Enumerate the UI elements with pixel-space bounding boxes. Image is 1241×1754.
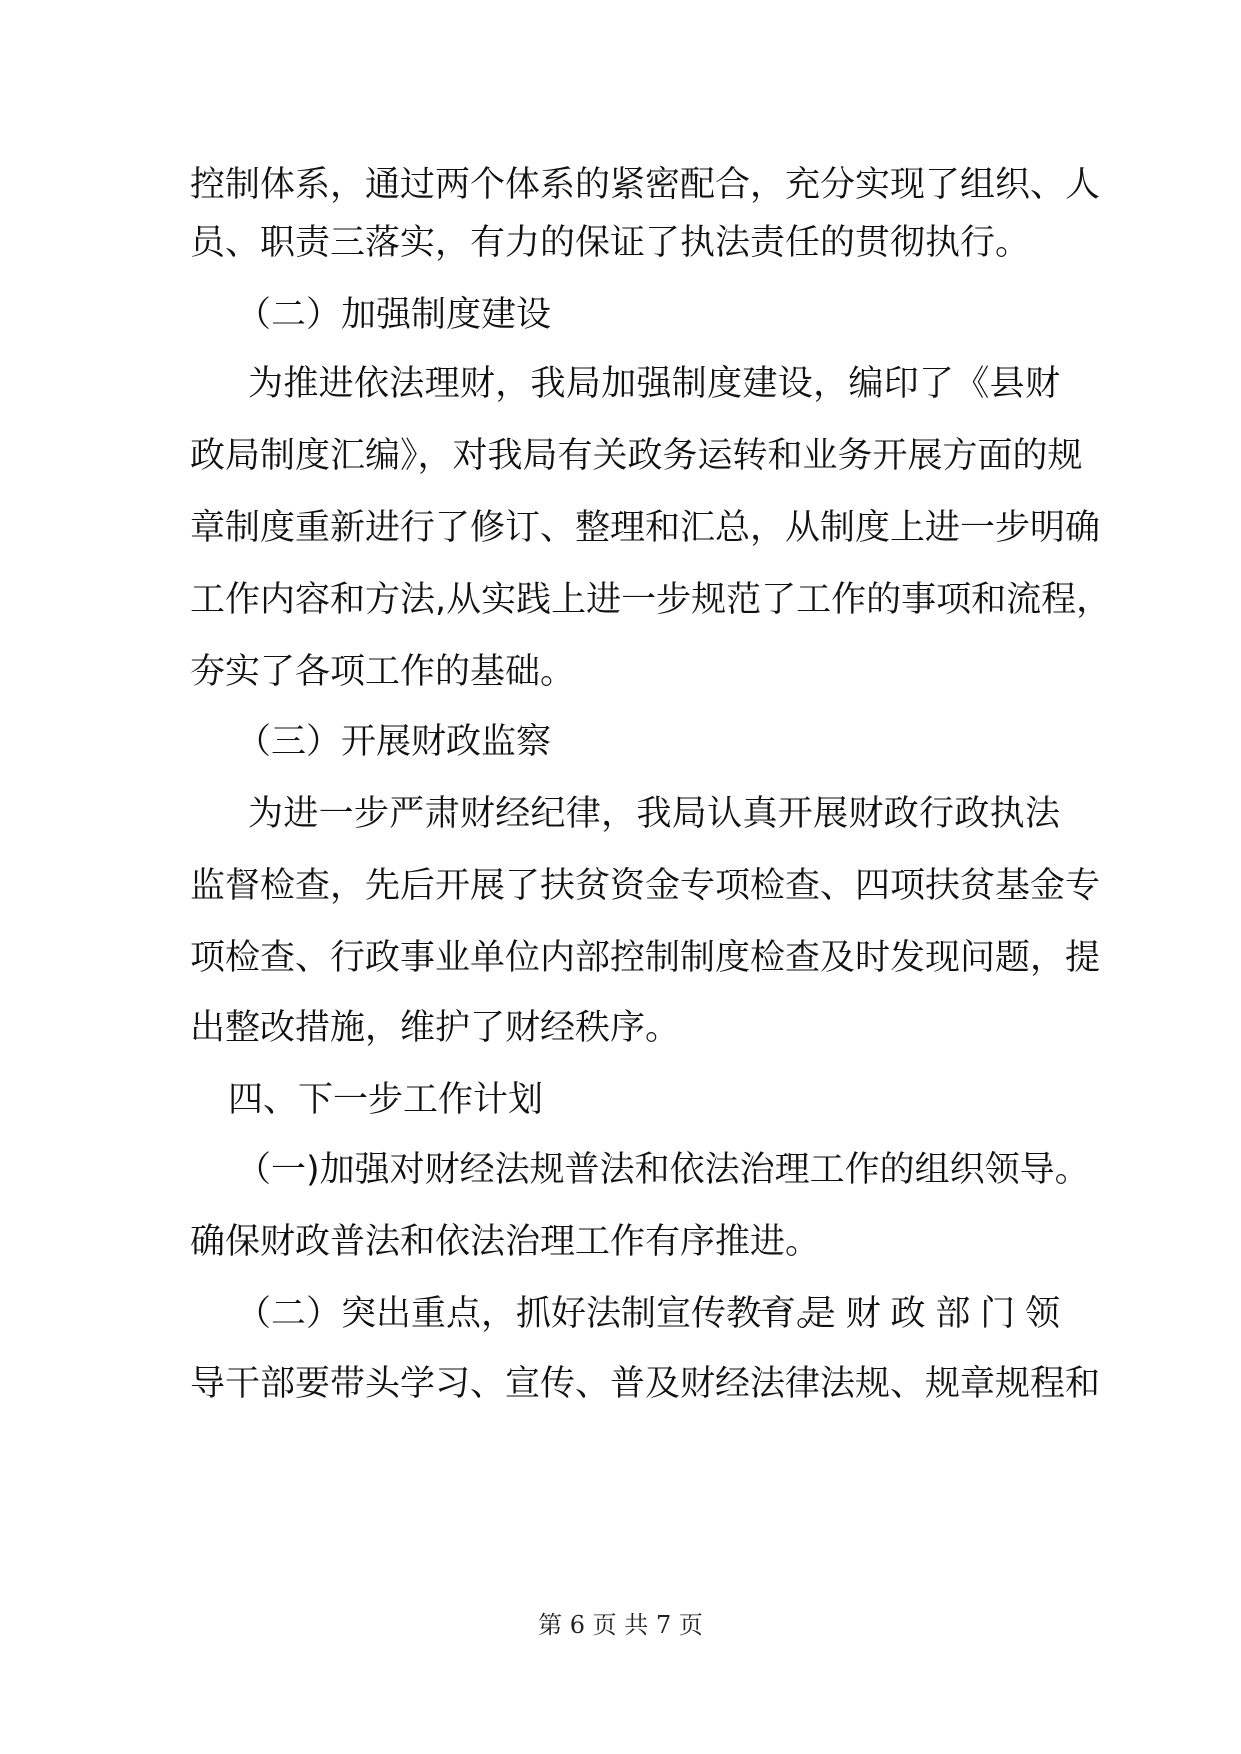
- body-text-line: 夯实了各项工作的基础。: [190, 652, 576, 692]
- plan-item-heading: （一)加强对财经法规普法和依法治理工作的组织领导。: [236, 1150, 1090, 1190]
- body-text-line: 为推进依法理财，我局加强制度建设，编印了《县财: [248, 364, 1060, 404]
- body-text-line: 工作内容和方法,从实践上进一步规范了工作的事项和流程，: [190, 580, 1112, 620]
- body-text-line: 控制体系，通过两个体系的紧密配合，充分实现了组织、人: [190, 165, 1101, 205]
- plan-item-heading: （二）突出重点，抓好法制宣传教育。: [236, 1294, 832, 1334]
- body-text-line: 章制度重新进行了修订、整理和汇总，从制度上进一步明确: [190, 508, 1101, 548]
- body-text-line: 员、职责三落实，有力的保证了执法责任的贯彻执行。: [190, 223, 1031, 263]
- section-heading: （二）加强制度建设: [236, 295, 552, 335]
- body-text-line: 政局制度汇编》，对我局有关政务运转和业务开展方面的规: [190, 436, 1083, 476]
- section-heading: （三）开展财政监察: [236, 722, 552, 762]
- section-heading: 四、下一步工作计划: [228, 1080, 544, 1120]
- body-text-line: 确保财政普法和依法治理工作有序推进。: [190, 1222, 821, 1262]
- body-text-line: 出整改措施，维护了财经秩序。: [190, 1008, 681, 1048]
- body-text-line: 为进一步严肃财经纪律，我局认真开展财政行政执法: [248, 794, 1060, 834]
- body-text-line: 项检查、行政事业单位内部控制制度检查及时发现问题，提: [190, 938, 1101, 978]
- body-text-line: 导干部要带头学习、宣传、普及财经法律法规、规章规程和: [190, 1364, 1101, 1404]
- body-text-line: 监督检查，先后开展了扶贫资金专项检查、四项扶贫基金专: [190, 866, 1101, 906]
- page-number-footer: 第 6 页 共 7 页: [538, 1611, 703, 1639]
- body-text-line: 一是财政部门领: [756, 1294, 1060, 1334]
